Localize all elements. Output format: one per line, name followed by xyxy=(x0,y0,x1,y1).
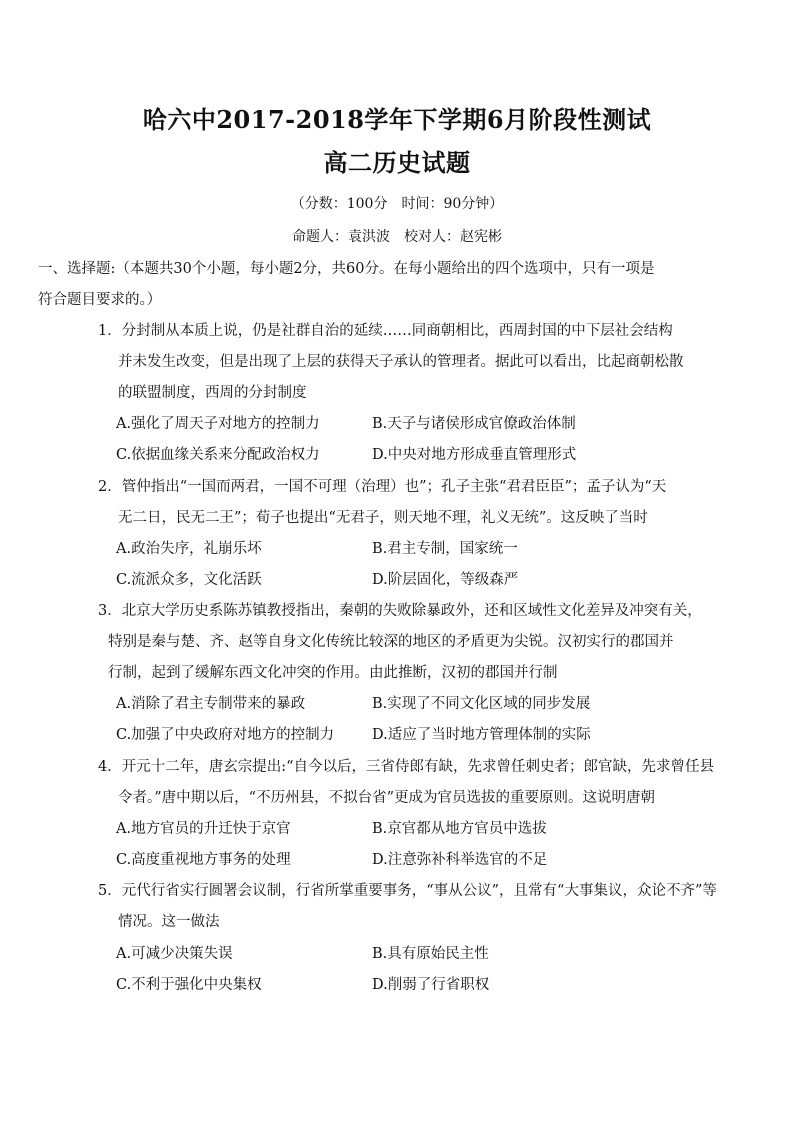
question-4-option-d: D.注意弥补科举选官的不足 xyxy=(372,852,548,868)
score-time-info: （分数：100分 时间：90分钟） xyxy=(290,196,504,212)
question-3-option-b: B.实现了不同文化区域的同步发展 xyxy=(372,696,591,712)
question-3-option-a: A.消除了君主专制带来的暴政 xyxy=(116,696,306,712)
question-4-option-b: B.京官都从地方官员中选拔 xyxy=(372,821,547,837)
question-4-stem: 令者。”唐中期以后，“不历州县，不拟台省”更成为官员选拔的重要原则。这说明唐朝 xyxy=(118,790,655,806)
question-3-option-c: C.加强了中央政府对地方的控制力 xyxy=(116,727,335,743)
question-5-option-d: D.削弱了行省职权 xyxy=(372,977,490,993)
author-info: 命题人：袁洪波 校对人：赵宪彬 xyxy=(292,229,502,245)
question-5-stem: 5．元代行省实行圆署会议制，行省所掌重要事务，“事从公议”，且常有“大事集议，众论不齐”等 xyxy=(98,883,717,899)
question-2-stem: 2．管仲指出“一国而两君，一国不可理（治理）也”；孔子主张“君君臣臣”；孟子认为“天 xyxy=(98,479,667,495)
question-2-option-b: B.君主专制，国家统一 xyxy=(372,541,518,557)
section-intro-line: 一、选择题:（本题共30个小题，每小题2分，共60分。在每小题给出的四个选项中，只有一项是 xyxy=(38,261,655,277)
question-1-option-a: A.强化了周天子对地方的控制力 xyxy=(116,416,320,432)
question-5-option-b: B.具有原始民主性 xyxy=(372,946,489,962)
exam-subtitle: 高二历史试题 xyxy=(323,148,471,177)
question-1-option-d: D.中央对地方形成垂直管理形式 xyxy=(372,447,577,463)
question-4-stem: 4．开元十二年，唐玄宗提出:“自今以后，三省侍郎有缺，先求曾任刺史者；郎官缺，先求曾任县 xyxy=(98,759,715,775)
question-4-option-c: C.高度重视地方事务的处理 xyxy=(116,852,291,868)
question-1-option-b: B.天子与诸侯形成官僚政治体制 xyxy=(372,416,576,432)
question-1-stem: 并未发生改变，但是出现了上层的获得天子承认的管理者。据此可以看出，比起商朝松散 xyxy=(118,354,684,370)
question-3-stem: 3．北京大学历史系陈苏镇教授指出，秦朝的失败除暴政外，还和区域性文化差异及冲突有关， xyxy=(98,603,702,619)
question-5-stem: 情况。这一做法 xyxy=(118,914,220,930)
question-2-option-c: C.流派众多，文化活跃 xyxy=(116,572,262,588)
exam-title: 哈六中2017-2018学年下学期6月阶段性测试 xyxy=(142,105,652,134)
question-3-stem: 行制，起到了缓解东西文化冲突的作用。由此推断，汉初的郡国并行制 xyxy=(108,665,558,681)
question-4-option-a: A.地方官员的升迁快于京官 xyxy=(116,821,291,837)
question-2-option-a: A.政治失序，礼崩乐坏 xyxy=(116,541,262,557)
question-2-stem: 无二日，民无二王”；荀子也提出“无君子，则天地不理，礼义无统”。这反映了当时 xyxy=(118,510,648,526)
question-3-option-d: D.适应了当时地方管理体制的实际 xyxy=(372,727,591,743)
question-5-option-c: C.不利于强化中央集权 xyxy=(116,977,262,993)
section-intro-line: 符合题目要求的。） xyxy=(38,292,162,308)
question-1-stem: 1．分封制从本质上说，仍是社群自治的延续……同商朝相比，西周封国的中下层社会结构 xyxy=(98,323,673,339)
question-5-option-a: A.可减少决策失误 xyxy=(116,946,233,962)
question-1-option-c: C.依据血缘关系来分配政治权力 xyxy=(116,447,320,463)
question-2-option-d: D.阶层固化，等级森严 xyxy=(372,572,519,588)
question-1-stem: 的联盟制度，西周的分封制度 xyxy=(118,385,307,401)
question-3-stem: 特别是秦与楚、齐、赵等自身文化传统比较深的地区的矛盾更为尖锐。汉初实行的郡国并 xyxy=(108,634,674,650)
